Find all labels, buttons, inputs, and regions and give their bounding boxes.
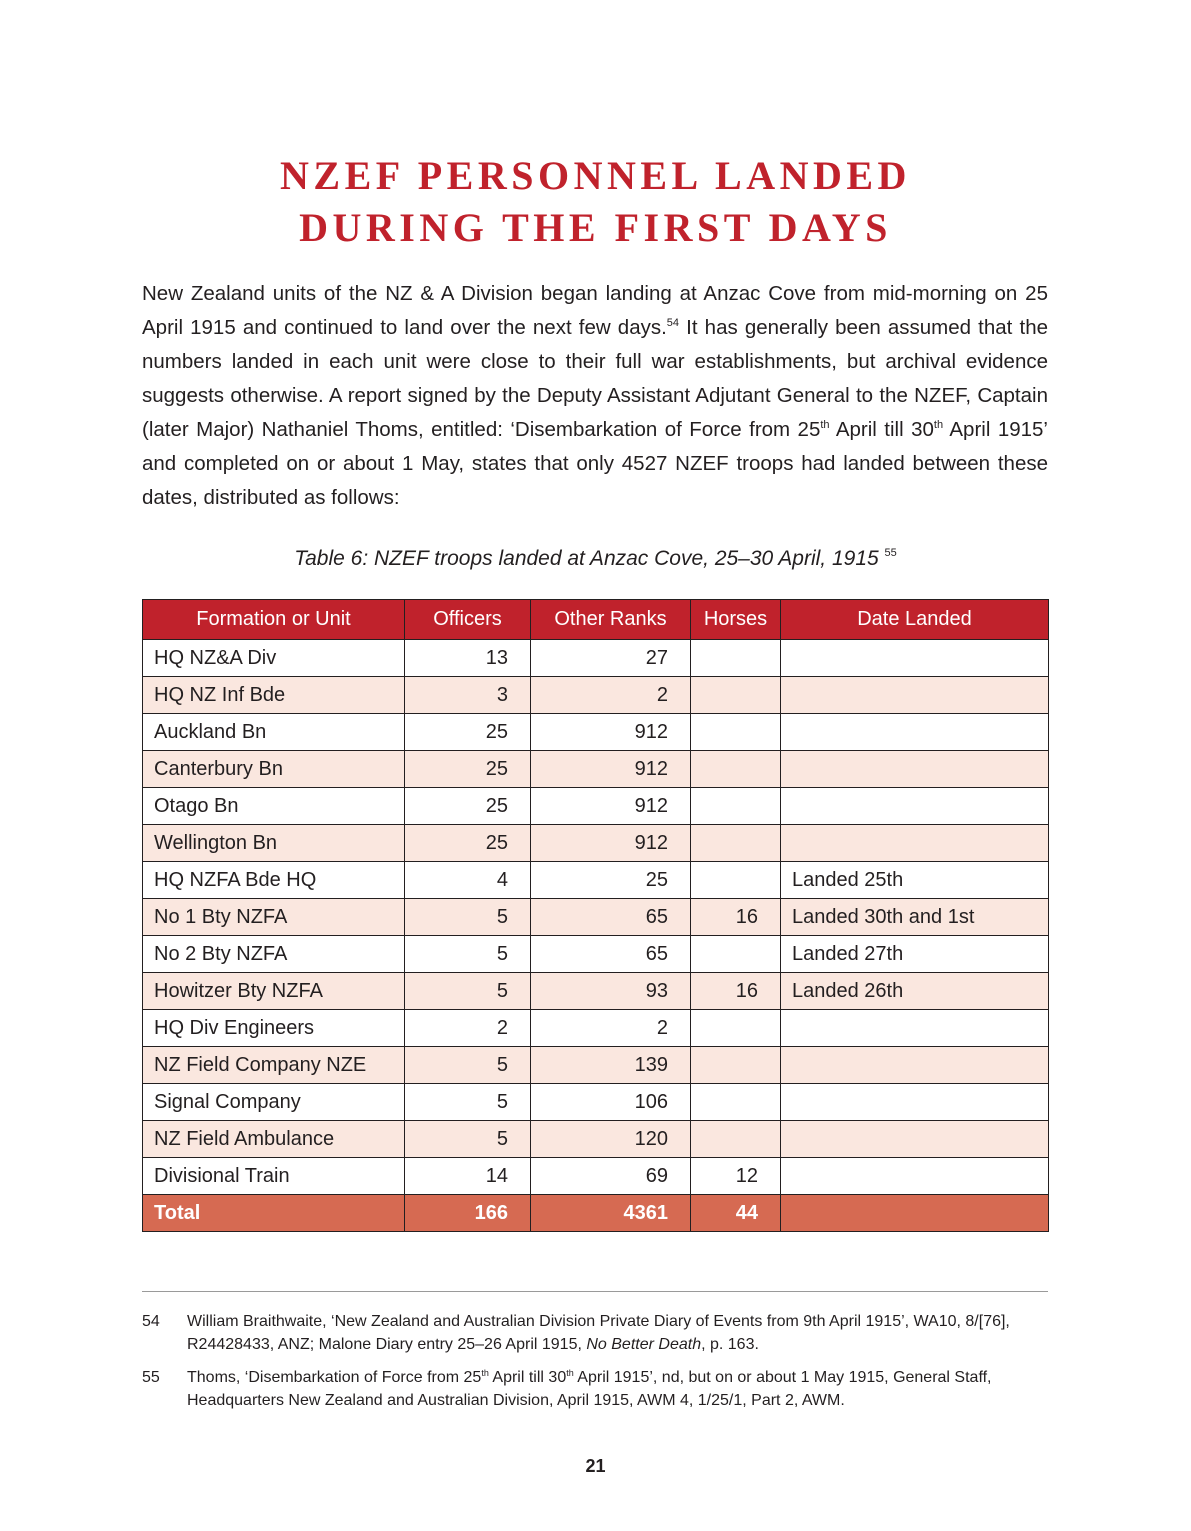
cell-unit: Divisional Train: [143, 1158, 405, 1195]
cell-horses: [691, 640, 781, 677]
cell-unit: Otago Bn: [143, 788, 405, 825]
cell-officers: 14: [405, 1158, 531, 1195]
cell-other-ranks: 69: [531, 1158, 691, 1195]
footnote-text-part: April till 30: [488, 1369, 567, 1386]
cell-horses: [691, 936, 781, 973]
cell-horses: [691, 788, 781, 825]
table-row: [143, 899, 1049, 936]
superscript-th-2: th: [933, 419, 944, 431]
table-row: [143, 862, 1049, 899]
table-row: [143, 640, 1049, 677]
cell-other-ranks: 93: [531, 973, 691, 1010]
table-row: [143, 936, 1049, 973]
cell-unit: HQ Div Engineers: [143, 1010, 405, 1047]
cell-other-ranks: 912: [531, 825, 691, 862]
title-line-2: DURING THE FIRST DAYS: [299, 205, 892, 250]
footnote-superscript: th: [566, 1368, 574, 1378]
cell-date-landed: [781, 1121, 1049, 1158]
table-row: [143, 973, 1049, 1010]
cell-officers: 13: [405, 640, 531, 677]
cell-date-landed: [781, 677, 1049, 714]
cell-date-landed: [781, 1010, 1049, 1047]
cell-other-ranks: 106: [531, 1084, 691, 1121]
cell-unit: No 2 Bty NZFA: [143, 936, 405, 973]
total-horses: 44: [691, 1195, 781, 1232]
cell-horses: [691, 751, 781, 788]
cell-date-landed: Landed 27th: [781, 936, 1049, 973]
cell-other-ranks: 2: [531, 1010, 691, 1047]
cell-unit: NZ Field Ambulance: [143, 1121, 405, 1158]
cell-unit: HQ NZ&A Div: [143, 640, 405, 677]
column-header-other-ranks: Other Ranks: [531, 600, 691, 640]
intro-text-2: It has generally been assumed that the numbers landed in each unit were close to their full war establishments, but archival evidence suggests otherwise. A report signed by the Deputy Assistant Adjutant General to the NZEF, Captain (later Major) Nathaniel Thoms, entitled: ‘Disembarkation of Force from 25: [142, 316, 1048, 441]
cell-other-ranks: 912: [531, 751, 691, 788]
cell-officers: 5: [405, 973, 531, 1010]
total-other-ranks: 4361: [531, 1195, 691, 1232]
cell-unit: Signal Company: [143, 1084, 405, 1121]
table-row: [143, 1121, 1049, 1158]
footnote-ref-55: 55: [884, 547, 897, 559]
total-date-landed: [781, 1195, 1049, 1232]
cell-unit: HQ NZFA Bde HQ: [143, 862, 405, 899]
cell-other-ranks: 120: [531, 1121, 691, 1158]
title-line-1: NZEF PERSONNEL LANDED: [280, 153, 911, 198]
table-row: [143, 825, 1049, 862]
intro-text-3: April till 30: [829, 418, 934, 441]
cell-horses: 16: [691, 973, 781, 1010]
cell-officers: 5: [405, 936, 531, 973]
cell-officers: 5: [405, 1084, 531, 1121]
superscript-th-1: th: [820, 419, 830, 431]
cell-date-landed: [781, 1084, 1049, 1121]
cell-officers: 2: [405, 1010, 531, 1047]
cell-horses: 16: [691, 899, 781, 936]
cell-officers: 25: [405, 714, 531, 751]
cell-unit: NZ Field Company NZE: [143, 1047, 405, 1084]
column-header-date-landed: Date Landed: [781, 600, 1049, 640]
footnote-number: 54: [142, 1313, 160, 1330]
cell-unit: Auckland Bn: [143, 714, 405, 751]
cell-horses: 12: [691, 1158, 781, 1195]
cell-other-ranks: 912: [531, 788, 691, 825]
column-header-officers: Officers: [405, 600, 531, 640]
table-row: [143, 677, 1049, 714]
cell-officers: 4: [405, 862, 531, 899]
cell-horses: [691, 677, 781, 714]
table-row: [143, 1084, 1049, 1121]
cell-other-ranks: 25: [531, 862, 691, 899]
cell-horses: [691, 1010, 781, 1047]
page-number: 21: [585, 1456, 606, 1476]
column-header-unit: Formation or Unit: [143, 600, 405, 640]
table-row: [143, 751, 1049, 788]
intro-text-4: April 1915’ and completed on or about 1 May, states that only 4527 NZEF troops had landed between these dates, distributed as follows:: [142, 418, 1048, 509]
page-title: [0, 150, 1191, 254]
cell-officers: 5: [405, 899, 531, 936]
cell-horses: [691, 1084, 781, 1121]
cell-horses: [691, 714, 781, 751]
footnote-number: 55: [142, 1369, 160, 1386]
column-header-horses: Horses: [691, 600, 781, 640]
table-row: [143, 714, 1049, 751]
cell-other-ranks: 65: [531, 936, 691, 973]
cell-unit: Howitzer Bty NZFA: [143, 973, 405, 1010]
cell-officers: 25: [405, 825, 531, 862]
footnote-text-part: , p. 163.: [701, 1336, 759, 1353]
cell-date-landed: [781, 825, 1049, 862]
footnote-divider: [142, 1291, 1048, 1292]
cell-horses: [691, 1121, 781, 1158]
cell-officers: 5: [405, 1047, 531, 1084]
intro-text-1: New Zealand units of the NZ & A Division began landing at Anzac Cove from mid-morning on 25 April 1915 and continued to land over the next few days.: [142, 282, 1048, 339]
cell-horses: [691, 825, 781, 862]
table-total-row: [143, 1195, 1049, 1232]
total-officers: 166: [405, 1195, 531, 1232]
footnote-text-part: William Braithwaite, ‘New Zealand and Australian Division Private Diary of Events from 9th April 1915’, WA10, 8/[76], R24428433, ANZ; Malone Diary entry 25–26 April 1915,: [187, 1313, 1010, 1353]
cell-officers: 25: [405, 788, 531, 825]
cell-horses: [691, 862, 781, 899]
cell-unit: HQ NZ Inf Bde: [143, 677, 405, 714]
troops-table: [142, 599, 1049, 1232]
cell-other-ranks: 27: [531, 640, 691, 677]
cell-unit: Wellington Bn: [143, 825, 405, 862]
footnote-55: [142, 1366, 1048, 1412]
cell-unit: No 1 Bty NZFA: [143, 899, 405, 936]
footnote-text-part: April 1915’, nd, but on or about 1 May 1915, General Staff, Headquarters New Zealand and Australian Division, April 1915, AWM 4, 1/25/1, Part 2, AWM.: [187, 1369, 992, 1409]
cell-date-landed: [781, 788, 1049, 825]
cell-officers: 5: [405, 1121, 531, 1158]
cell-date-landed: [781, 714, 1049, 751]
table-header-row: [143, 600, 1049, 640]
cell-other-ranks: 2: [531, 677, 691, 714]
cell-officers: 25: [405, 751, 531, 788]
cell-other-ranks: 912: [531, 714, 691, 751]
cell-other-ranks: 65: [531, 899, 691, 936]
total-label: Total: [143, 1195, 405, 1232]
cell-date-landed: Landed 25th: [781, 862, 1049, 899]
footnote-text-part: Thoms, ‘Disembarkation of Force from 25: [187, 1369, 482, 1386]
footnote-text: [187, 1310, 1048, 1356]
table-row: [143, 1010, 1049, 1047]
intro-paragraph: [142, 277, 1048, 515]
table-row: [143, 1047, 1049, 1084]
cell-date-landed: [781, 1158, 1049, 1195]
cell-date-landed: [781, 1047, 1049, 1084]
cell-date-landed: [781, 751, 1049, 788]
table-caption: [0, 547, 1191, 571]
cell-officers: 3: [405, 677, 531, 714]
cell-other-ranks: 139: [531, 1047, 691, 1084]
table-row: [143, 1158, 1049, 1195]
footnote-ref-54: 54: [666, 317, 680, 329]
table-row: [143, 788, 1049, 825]
cell-date-landed: Landed 26th: [781, 973, 1049, 1010]
table-caption-text: Table 6: NZEF troops landed at Anzac Cove, 25–30 April, 1915: [294, 547, 879, 570]
cell-unit: Canterbury Bn: [143, 751, 405, 788]
cell-horses: [691, 1047, 781, 1084]
footnote-italic-title: No Better Death: [586, 1336, 702, 1353]
footnote-54: [142, 1310, 1048, 1356]
cell-date-landed: Landed 30th and 1st: [781, 899, 1049, 936]
cell-date-landed: [781, 640, 1049, 677]
footnote-superscript: th: [481, 1368, 489, 1378]
footnote-text: [187, 1366, 1048, 1412]
